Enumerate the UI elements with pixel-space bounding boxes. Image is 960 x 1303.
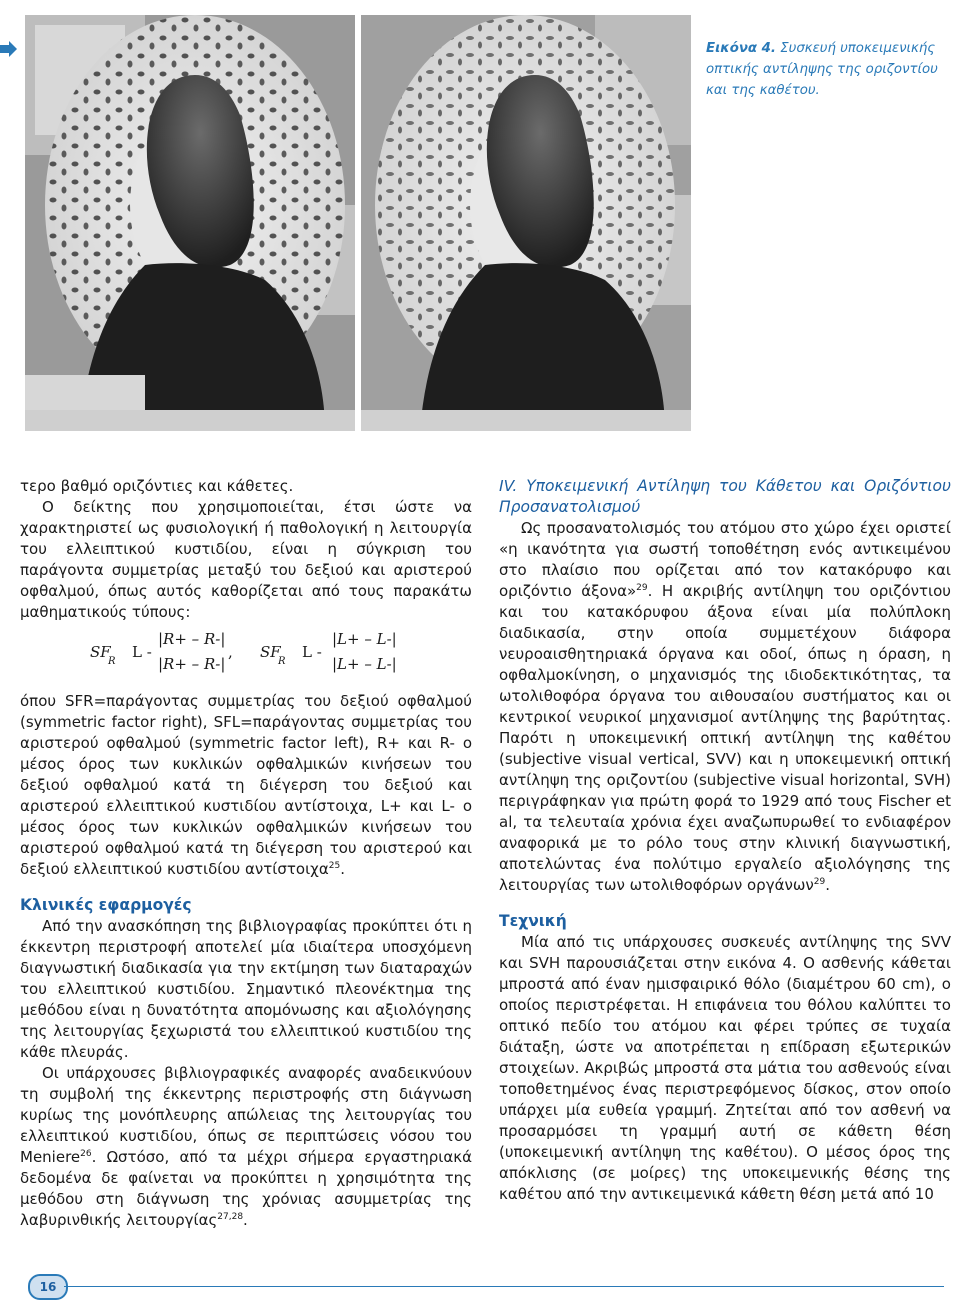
- formula-comma: ,: [228, 643, 233, 661]
- right-column: [499, 476, 951, 1205]
- paragraph: Οι υπάρχουσες βιβλιογραφικές αναφορές αναδεικνύουν τη συμβολή της έκκεντρης περιστροφής στη διάγνωση κυρίως της μονόπλευρης απώλειας της λειτουργίας του ελλειπτικού κυστιδίου, όπως σε περιπτώσεις νόσου του Meniere$^{26}$. Ωστόσο, από τα μέχρι σήμερα εργαστηριακά δεδομένα δε φαίνεται να προκύπτει η χρησιμότητα της μεθόδου στη διάγνωση της χρόνιας ασυμμετρίας της λαβυρινθικής λειτουργίας$^{27,28}$.: [20, 1064, 472, 1229]
- footer-rule: [64, 1286, 944, 1287]
- arrow-marker-icon: [0, 40, 18, 58]
- formula-l-right: L -: [132, 643, 152, 661]
- formula-sf-left: SF: [260, 643, 281, 661]
- formula-l-left: L -: [302, 643, 322, 661]
- paragraph: όπου SFR=παράγοντας συμμετρίας του δεξιού οφθαλμού (symmetric factor right), SFL=παράγοντας συμμετρίας του αριστερού οφθαλμού (symmetric factor left), R+ και R- ο μέσος όρος των κυκλικών οφθαλμικών κινήσεων του δεξιού οφθαλμού κατά τη διέγερση του δεξιού και αριστερού ελλειπτικού κυστιδίου αντίστοιχα, L+ και L- ο μέσος όρος των κυκλικών οφθαλμικών κινήσεων του αριστερού οφθαλμού κατά τη διέγερση του αριστερού και δεξιού ελλειπτικού κυστιδίου αντίστοιχα$^{25}$.: [20, 692, 472, 878]
- formula-sub-right: R: [108, 656, 116, 667]
- heading-clinical: Κλινικές εφαρμογές: [20, 896, 192, 914]
- citation: 26: [80, 1149, 92, 1159]
- section-title: IV. Υποκειμενική Αντίληψη του Κάθετου και Οριζόντιου Προσανατολισμού: [499, 477, 951, 516]
- formula-sf-right: SF: [90, 643, 111, 661]
- caption-text: Συσκευή υποκειμενικής οπτικής αντίληψης της οριζοντίου και της καθέτου.: [706, 41, 938, 98]
- caption-label: Εικόνα 4.: [706, 41, 776, 56]
- formula-numerator-right: |R+ – R-|: [158, 630, 226, 648]
- paragraph: τερο βαθμό οριζόντιες και κάθετες.: [20, 477, 294, 495]
- formula-denominator-left: |L+ – L-|: [332, 655, 397, 673]
- formula-numerator-left: |L+ – L-|: [332, 630, 397, 648]
- citation: 29: [813, 877, 826, 887]
- symmetry-formula: [20, 627, 472, 679]
- paragraph: Μία από τις υπάρχουσες συσκευές αντίληψης της SVV και SVH παρουσιάζεται στην εικόνα 4. Ο ασθενής κάθεται μπροστά από έναν ημισφαιρικό θόλο (διαμέτρου 60 cm), ο οποίος περιστρέφεται. Η επιφάνεια του θόλου καλύπτει το οπτικό πεδίο του ατόμου και φέρει τρύπες σε τυχαία διάταξη, ώστε να αποτρέπεται η επίδραση εξωτερικών στοιχείων. Ακριβώς μπροστά στα μάτια του ασθενούς είναι τοποθετημένος ένας περιστρεφόμενος δίσκος, στον οποίο υπάρχει μία ευθεία γραμμή. Ζητείται από τον ασθενή να προσαρμόσει τη γραμμή αυτή σε κάθετη θέση (υποκειμενική αντίληψη της καθέτου). Ο μέσος όρος της απόκλισης (σε μοίρες) της υποκειμενικής θέσης της καθέτου από την αντικειμενικά κάθετη θέση μετά από 10: [499, 933, 951, 1203]
- paragraph: Ο δείκτης που χρησιμοποιείται, έτσι ώστε να χαρακτηριστεί ως φυσιολογική ή παθολογική η λειτουργία του ελλειπτικού κυστιδίου, είναι η σύγκριση του παράγοντα συμμετρίας μεταξύ του δεξιού και αριστερού οφθαλμού, όπως αυτός καθορίζεται από τους παρακάτω μαθηματικούς τύπους:: [20, 498, 472, 621]
- figure-caption: [706, 38, 951, 101]
- paragraph: Ως προσανατολισμός του ατόμου στο χώρο έχει οριστεί «η ικανότητα για σωστή τοποθέτηση ενός αντικειμένου στο πλαίσιο που ορίζεται από τον κατακόρυφο και οριζόντιο άξονα»$^{29}$. Η ακριβής αντίληψη του οριζόντιου και του κατακόρυφου άξονα είναι μία πολύπλοκη διαδικασία, στην οποία συμμετέχουν διάφορα νευροαισθητηριακά όργανα και οδοί, όπως η όραση, η οφθαλμοκίνηση, ο μηχανισμός της ιδιοδεκτικότητας, τα ωτολιθοφόρα όργανα του αιθουσαίου συστήματος και οι κεντρικοί νευρικοί μηχανισμοί αντίληψης της βαρύτητας. Παρότι η υποκειμενική οπτική αντίληψη της καθέτου (subjective visual vertical, SVV) και η υποκειμενική οπτική αντίληψη της οριζοντίου (subjective visual horizontal, SVH) περιγράφηκαν για πρώτη φορά το 1929 από τους Fischer et al, τα τελευταία χρόνια έχει αναζωπυρωθεί το ενδιαφέρον αναφορικά με το ρόλο τους στην κλινική διαγνωστική, αποτελώντας ένα πολύτιμο εργαλείο αξιολόγησης της λειτουργίας των ωτολιθοφόρων οργάνων$^{29}$.: [499, 519, 951, 894]
- figure-photo: [25, 15, 691, 431]
- heading-technique: Τεχνική: [499, 912, 567, 930]
- citation: 25: [328, 861, 341, 871]
- formula-denominator-right: |R+ – R-|: [158, 655, 226, 673]
- page-number: 16: [28, 1274, 68, 1300]
- formula-sub-left: R: [278, 656, 286, 667]
- citation: 27,28: [217, 1212, 244, 1222]
- left-column: [20, 476, 472, 1231]
- citation: 29: [636, 583, 648, 593]
- paragraph: Από την ανασκόπηση της βιβλιογραφίας προκύπτει ότι η έκκεντρη περιστροφή αποτελεί μία ιδιαίτερα υποσχόμενη διαγνωστική διαδικασία για την εκτίμηση των διαταραχών του ελλειπτικού κυστιδίου. Σημαντικό πλεονέκτημα της μεθόδου είναι η δυνατότητα απομόνωσης και αξιολόγησης της λειτουργίας ξεχωριστά του ελλειπτικού κυστιδίου της κάθε πλευράς.: [20, 917, 472, 1061]
